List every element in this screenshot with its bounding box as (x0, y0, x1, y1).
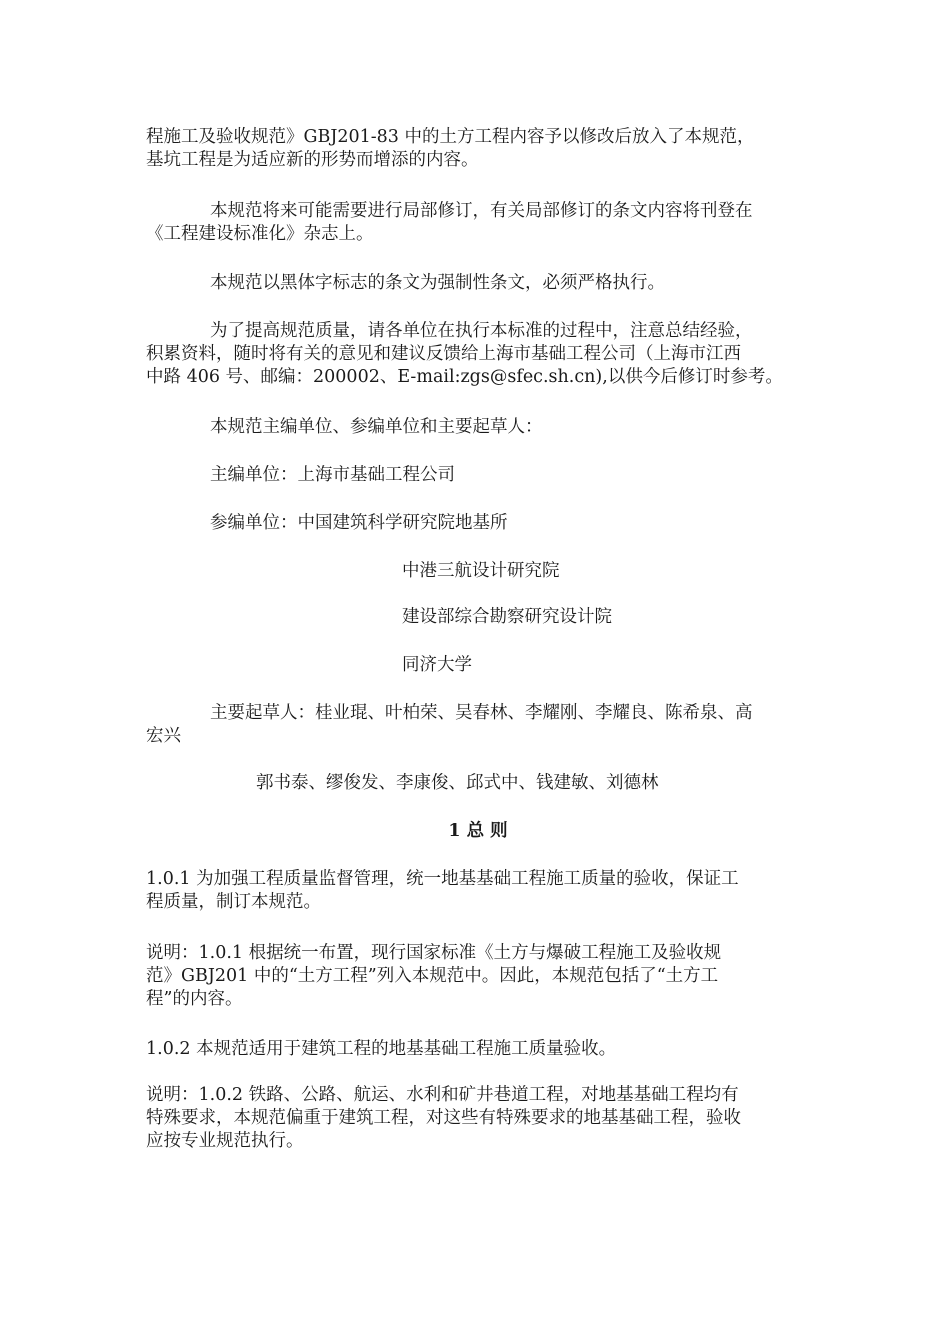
text-line: 1 总 则 (448, 821, 508, 841)
text-line: 主编单位：上海市基础工程公司 (210, 465, 455, 485)
participating-unit (146, 606, 810, 629)
clause-1-0-1 (146, 868, 810, 914)
text-line: 本规范主编单位、参编单位和主要起草人： (210, 417, 543, 437)
text-line: 说明：1.0.2 铁路、公路、航运、水利和矿井巷道工程，对地基基础工程均有 (146, 1085, 739, 1105)
text-line: 积累资料，随时将有关的意见和建议反馈给上海市基础工程公司（上海市江西 (146, 344, 741, 364)
participating-units-label (146, 512, 810, 535)
main-drafters (146, 702, 810, 748)
text-line: 郭书泰、缪俊发、李康俊、邱式中、钱建敏、刘德林 (256, 773, 659, 793)
text-line: 为了提高规范质量，请各单位在执行本标准的过程中，注意总结经验， (210, 321, 753, 341)
clause-1-0-2-explanation (146, 1084, 810, 1153)
chief-editing-unit (146, 464, 810, 487)
text-line: 说明：1.0.1 根据统一布置，现行国家标准《土方与爆破工程施工及验收规 (146, 943, 722, 963)
text-line: 同济大学 (402, 655, 472, 675)
intro-paragraph-4 (146, 320, 810, 389)
text-line: 1.0.2 本规范适用于建筑工程的地基基础工程施工质量验收。 (146, 1039, 617, 1059)
text-line: 本规范以黑体字标志的条文为强制性条文，必须严格执行。 (210, 273, 665, 293)
participating-unit (146, 654, 810, 677)
text-line: 应按专业规范执行。 (146, 1131, 304, 1151)
text-line: 宏兴 (146, 726, 181, 746)
text-line: 基坑工程是为适应新的形势而增添的内容。 (146, 150, 479, 170)
text-line: 《工程建设标准化》杂志上。 (146, 224, 374, 244)
main-drafters-continued (146, 772, 810, 795)
text-line: 建设部综合勘察研究设计院 (402, 607, 612, 627)
intro-paragraph-5 (146, 416, 810, 439)
text-line: 程”的内容。 (146, 989, 243, 1009)
text-line: 中港三航设计研究院 (402, 561, 560, 581)
intro-paragraph-3 (146, 272, 810, 295)
clause-1-0-2 (146, 1038, 810, 1061)
text-line: 程质量，制订本规范。 (146, 892, 321, 912)
text-line: 范》GBJ201 中的“土方工程”列入本规范中。因此，本规范包括了“土方工 (146, 966, 719, 986)
chapter-title (146, 820, 810, 843)
intro-paragraph-2 (146, 200, 810, 246)
text-line: 程施工及验收规范》GBJ201-83 中的土方工程内容予以修改后放入了本规范， (146, 127, 755, 147)
text-line: 1.0.1 为加强工程质量监督管理，统一地基基础工程施工质量的验收，保证工 (146, 869, 739, 889)
participating-unit (146, 560, 810, 583)
text-line: 中路 406 号、邮编：200002、E-mail:zgs@sfec.sh.cn),以供今后修订时参考。 (146, 367, 783, 387)
text-line: 特殊要求，本规范偏重于建筑工程，对这些有特殊要求的地基基础工程，验收 (146, 1108, 741, 1128)
text-line: 参编单位：中国建筑科学研究院地基所 (210, 513, 508, 533)
intro-paragraph-1 (146, 126, 810, 172)
text-line: 本规范将来可能需要进行局部修订，有关局部修订的条文内容将刊登在 (210, 201, 753, 221)
text-line: 主要起草人：桂业琨、叶柏荣、吴春林、李耀刚、李耀良、陈希泉、高 (210, 703, 753, 723)
clause-1-0-1-explanation (146, 942, 810, 1011)
